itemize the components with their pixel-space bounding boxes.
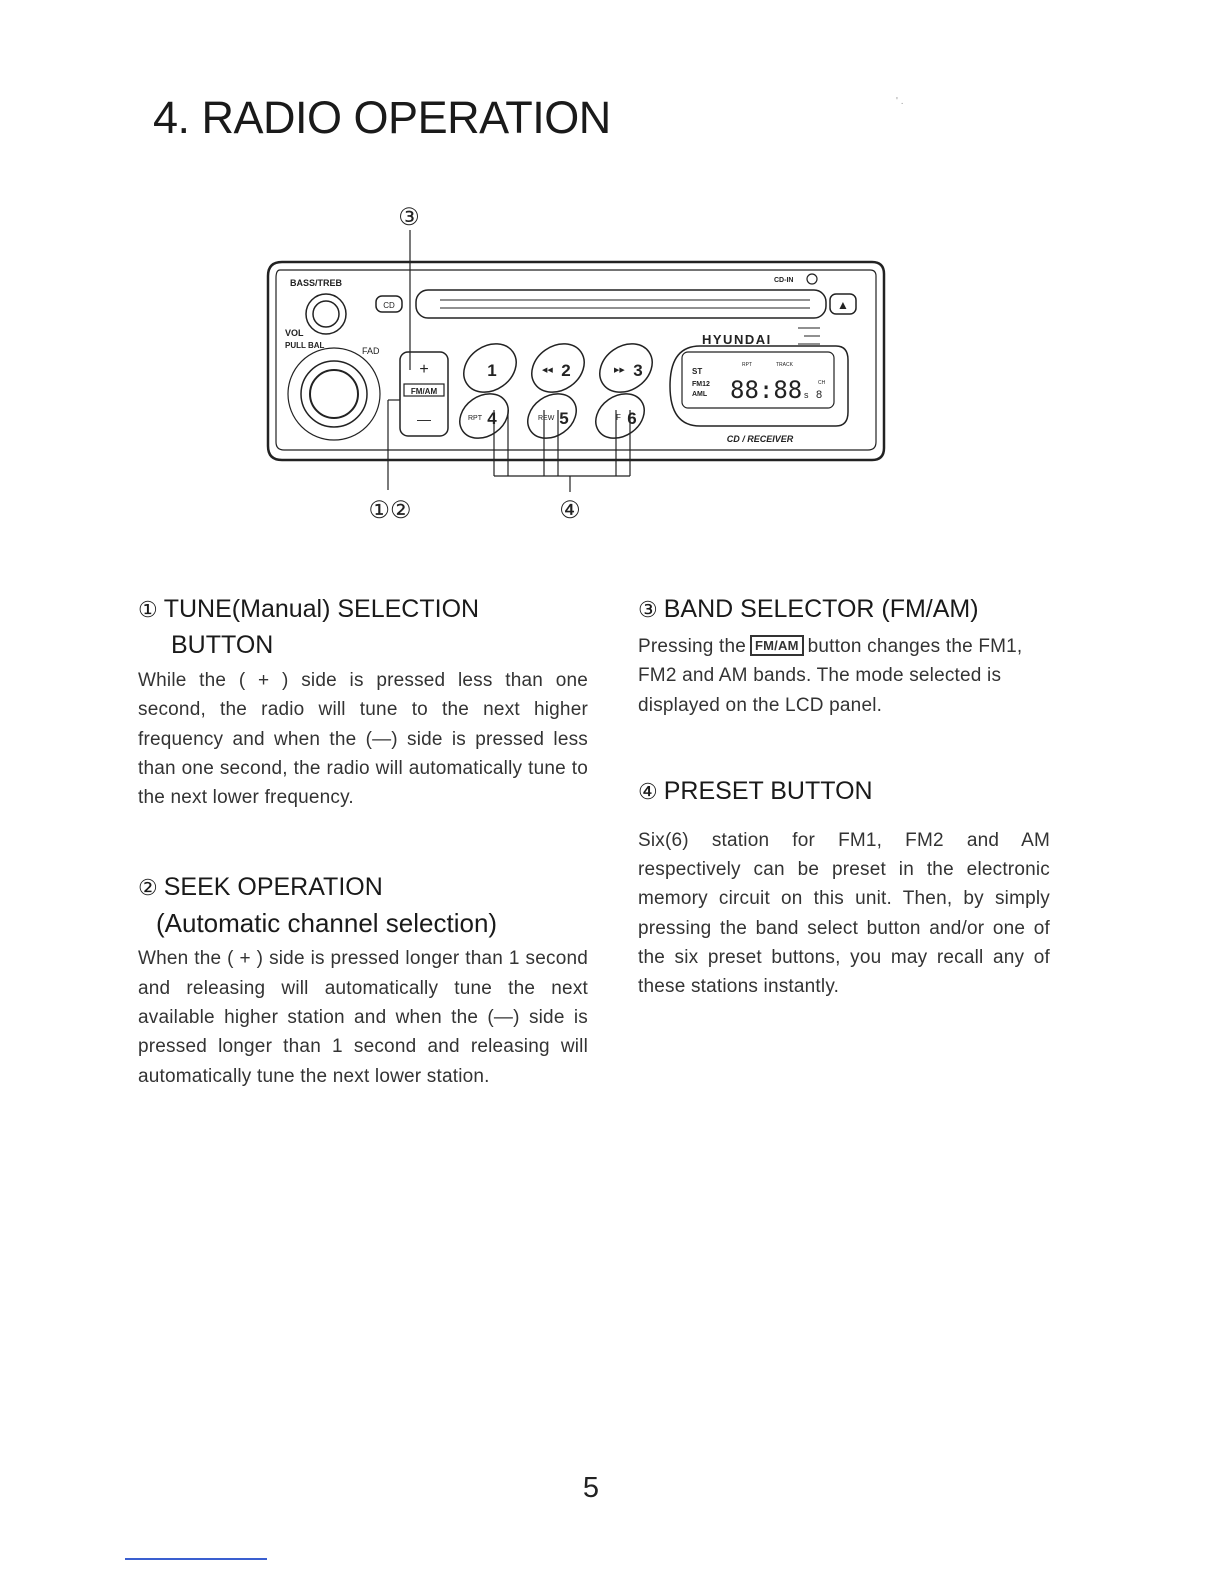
callout-bottom-right: ④: [559, 496, 581, 524]
section-seek-operation: [138, 870, 588, 1090]
lcd-st: ST: [692, 367, 703, 376]
section-heading-text: TUNE(Manual) SELECTION: [163, 595, 480, 623]
section-number: ②: [138, 876, 158, 902]
cd-label: CD: [383, 301, 395, 310]
section-subheading: (Automatic channel selection): [156, 908, 498, 939]
section-heading: [138, 592, 588, 662]
section-heading-text: SEEK OPERATION: [163, 873, 383, 902]
vol-label: VOL: [285, 328, 304, 338]
preset-4-label: 4: [487, 409, 497, 428]
section-tune-manual: [138, 592, 588, 812]
cd-receiver-label: CD / RECEIVER: [726, 434, 794, 444]
next-track-icon: ▶▶: [614, 367, 625, 374]
lcd-fm12: FM12: [692, 381, 710, 388]
lcd-aml: AML: [692, 391, 708, 398]
bass-treb-knob: [306, 294, 346, 334]
section-number: ④: [638, 779, 658, 805]
section-body: When the ( + ) side is pressed longer than 1 second and releasing will automatically tune the next available higher station and when the (—) side is pressed longer than 1 second and releasing will automatically tune the next lower station.: [138, 948, 588, 1087]
fad-label: FAD: [362, 346, 380, 356]
section-heading: [638, 774, 1050, 810]
lcd-ch: CH: [818, 380, 826, 386]
section-number: ①: [138, 598, 158, 623]
cd-in-label: CD-IN: [774, 277, 794, 284]
volume-knob: [288, 348, 380, 440]
pull-bal-label: PULL BAL: [285, 341, 325, 350]
prev-track-icon: ◀◀: [542, 367, 553, 374]
section-body-after: button changes the FM1, FM2 and AM bands. The mode selected is displayed on the LCD panel.: [638, 636, 1023, 716]
tune-minus-button: —: [417, 411, 431, 427]
brand-logo: HYUNDAI: [702, 332, 772, 347]
lcd-digits: 88:88: [730, 376, 803, 404]
section-preset-button: [638, 774, 1050, 1002]
faceplate-outline: [276, 270, 876, 450]
preset-1-label: 1: [487, 361, 497, 380]
section-heading-text: BAND SELECTOR (FM/AM): [663, 595, 979, 623]
section-band-selector: [638, 592, 1050, 720]
left-column: [138, 592, 588, 1091]
fm-am-inline-button: FM/AM: [750, 635, 804, 656]
preset-3-label: 3: [633, 361, 643, 380]
section-body: [638, 632, 1050, 720]
section-body-before: Pressing the: [638, 636, 747, 657]
cd-in-indicator: [807, 274, 817, 284]
right-column: [638, 592, 1050, 1002]
lcd-rpt: RPT: [742, 362, 752, 368]
footer-rule: [125, 1558, 267, 1560]
lcd-track: TRACK: [776, 362, 793, 368]
rpt-label: RPT: [468, 415, 482, 422]
preset-2-label: 2: [561, 361, 571, 380]
tune-plus-button: +: [419, 361, 429, 378]
section-heading-continued: BUTTON: [171, 631, 274, 659]
page-title: 4. RADIO OPERATION: [153, 92, 611, 143]
section-heading: [138, 870, 588, 940]
ff-label: F: [616, 413, 621, 422]
cd-slot: [416, 290, 826, 318]
rew-label: REW: [538, 415, 555, 422]
callout-bottom-left: ①②: [368, 496, 412, 524]
preset-5-label: 5: [559, 409, 569, 428]
lcd-small-s: s: [804, 390, 809, 400]
section-body: Six(6) station for FM1, FM2 and AM respectively can be preset in the electronic memory circuit on this unit. Then, by simply pressing the band select button and/or one of the six preset buttons, you may recall any of these stations instantly.: [638, 829, 1050, 998]
callout-top: ③: [398, 203, 420, 231]
preset-6-label: 6: [627, 409, 637, 428]
lcd-small-8: 8: [816, 389, 823, 401]
section-body: While the ( + ) side is pressed less than one second, the radio will tune to the next higher frequency and when the (—) side is pressed less than one second, the radio will automatically tune to the next lower frequency.: [138, 670, 588, 809]
chassis-outline: [268, 262, 884, 460]
bass-treb-label: BASS/TREB: [290, 278, 343, 288]
stray-mark: ' .: [896, 96, 904, 107]
eject-icon: ▲: [837, 298, 849, 312]
section-heading: [638, 592, 1050, 628]
page-number: 5: [582, 1472, 600, 1504]
section-heading-text: PRESET BUTTON: [663, 776, 873, 805]
fm-am-button: FM/AM: [410, 387, 438, 396]
section-number: ③: [638, 598, 658, 623]
radio-diagram: [0, 190, 1224, 530]
radio-faceplate-drawing: [0, 190, 1224, 530]
